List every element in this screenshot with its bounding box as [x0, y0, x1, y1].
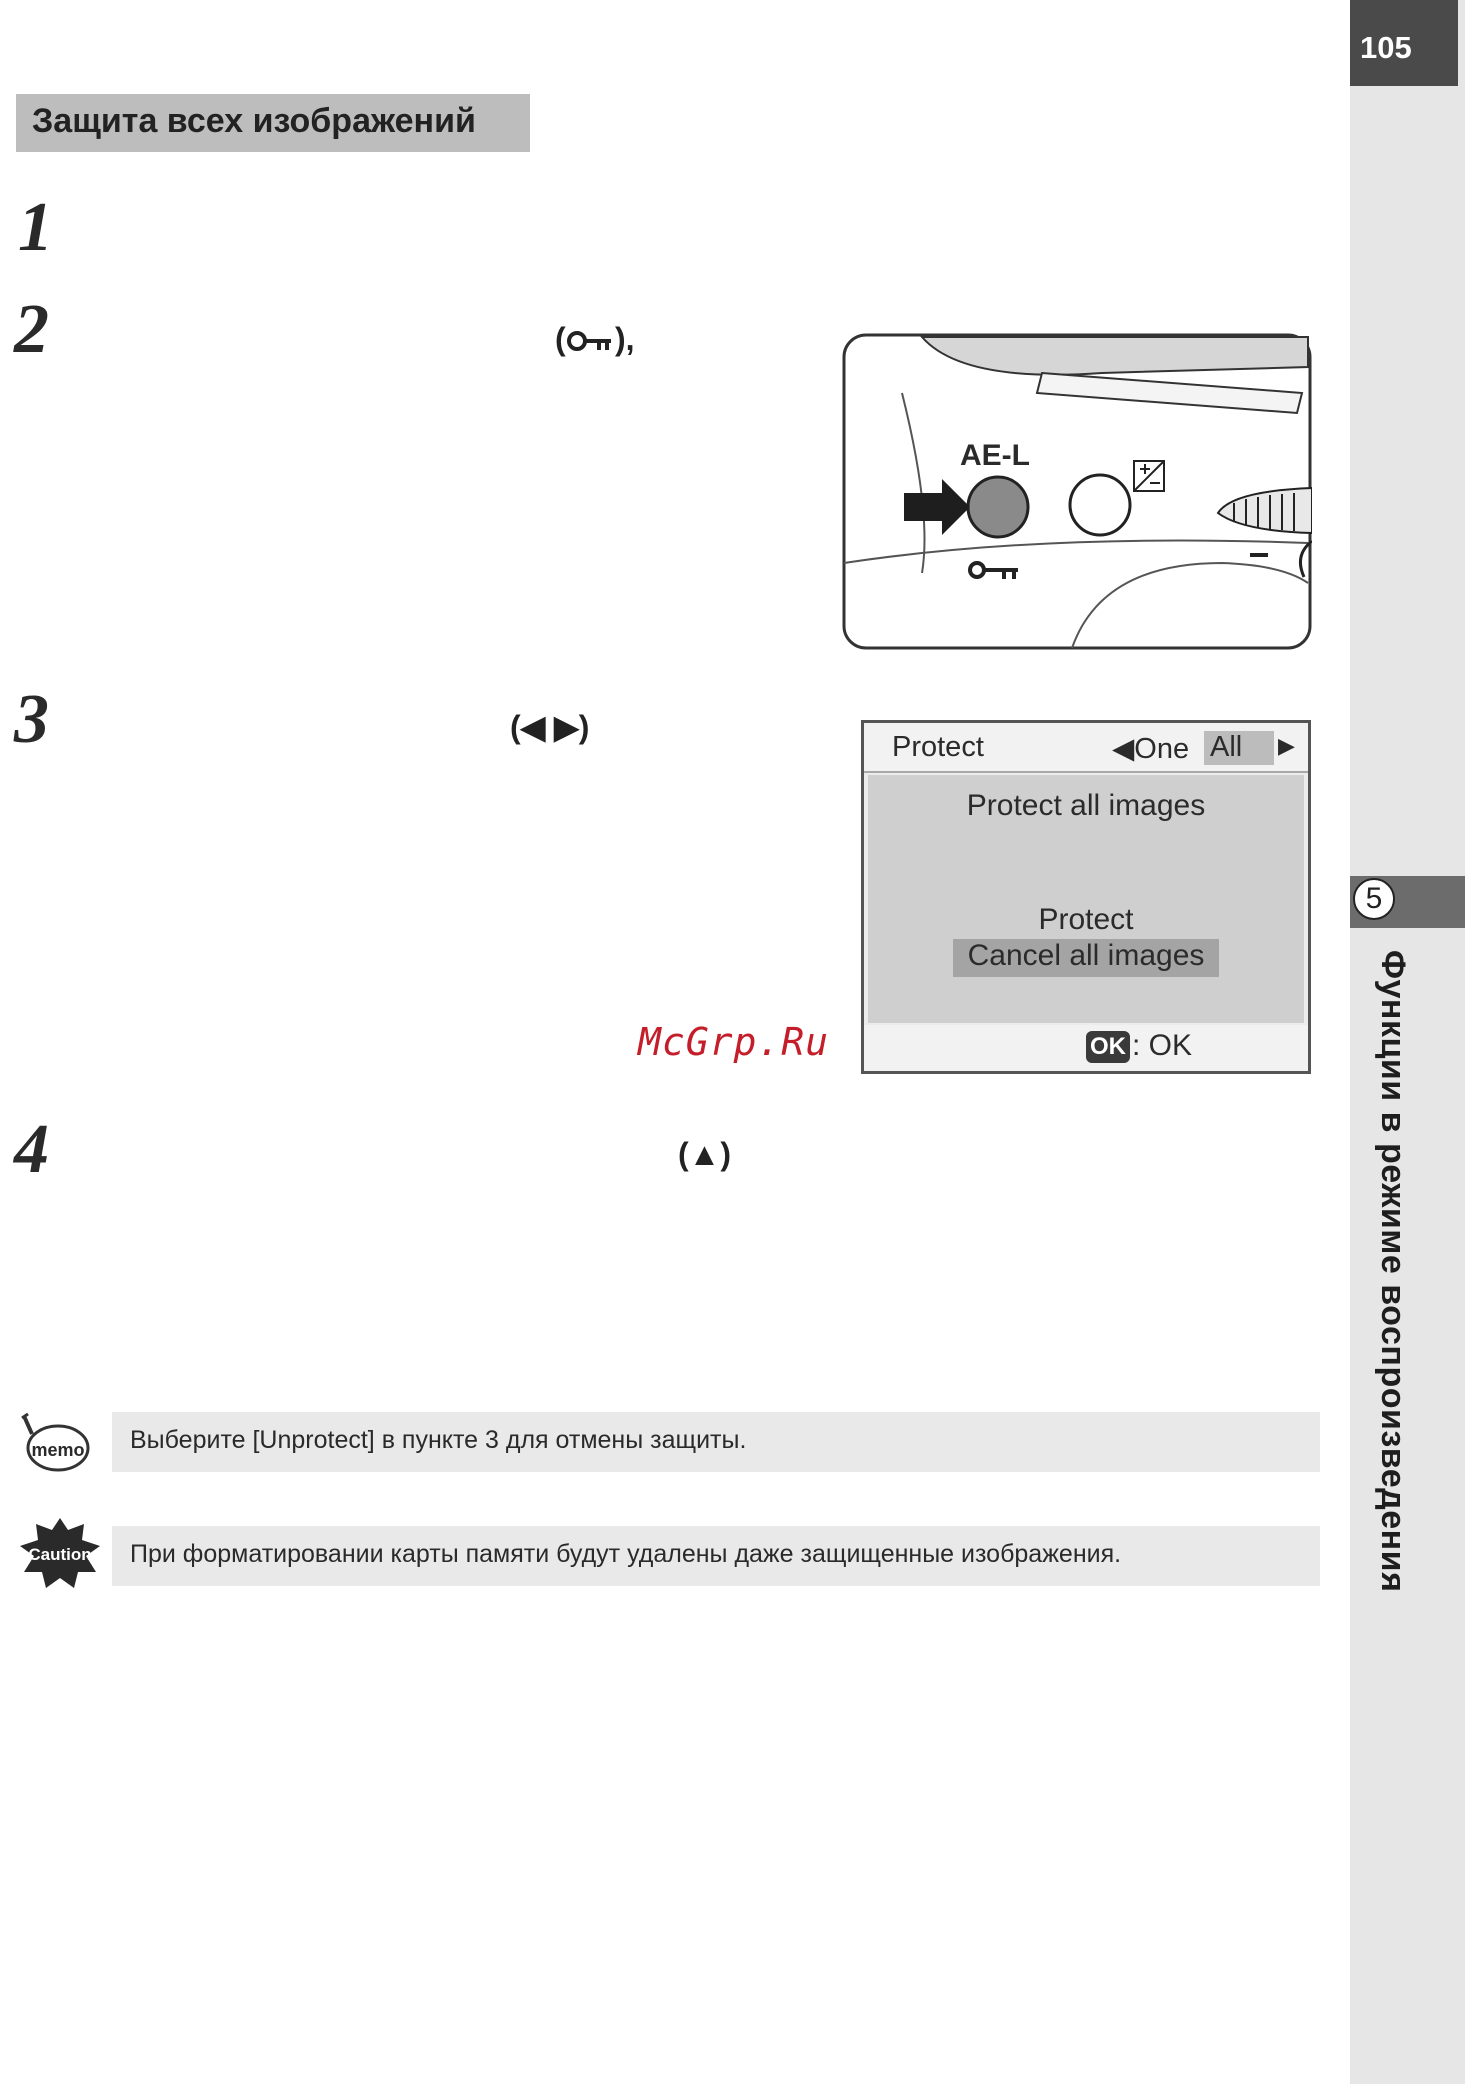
chapter-title: Функции в режиме воспроизведения: [1374, 950, 1412, 1593]
exposure-compensation-icon: [1134, 461, 1164, 491]
ae-l-label: AE-L: [960, 439, 1030, 472]
memo-icon: [18, 1412, 90, 1474]
key-symbol: [555, 322, 655, 366]
caution-text: При форматировании карты памяти будут удалены даже защищенные изображения.: [130, 1540, 1122, 1568]
key-icon: [555, 322, 655, 358]
arrow-right-icon: ▶: [1278, 733, 1295, 758]
step-number-4: 4: [14, 1111, 49, 1188]
memo-text: Выберите [Unprotect] в пункте 3 для отмены защиты.: [130, 1426, 747, 1454]
protect-message: Protect all images: [966, 789, 1206, 822]
option-protect[interactable]: Protect: [1038, 903, 1134, 936]
option-all[interactable]: All: [1210, 731, 1243, 763]
section-header: [16, 94, 530, 152]
protect-screen: [861, 720, 1311, 1074]
ae-l-button[interactable]: [968, 477, 1028, 537]
section-title: Защита всех изображений: [32, 102, 476, 140]
exposure-button[interactable]: [1070, 475, 1130, 535]
option-one[interactable]: ◀One: [1112, 733, 1190, 765]
four-way-left-right-symbol: (◀ ▶): [510, 709, 590, 745]
page-number: 105: [1360, 30, 1412, 65]
option-cancel-all[interactable]: Cancel all images: [967, 939, 1205, 972]
step-number-2: 2: [14, 291, 49, 368]
svg-text:(: (: [555, 322, 566, 357]
protect-menu-title: Protect: [892, 731, 984, 763]
step-number-3: 3: [14, 681, 49, 758]
chapter-number: 5: [1353, 878, 1395, 920]
watermark: McGrp.Ru: [638, 1020, 830, 1064]
camera-illustration: [842, 333, 1312, 650]
caution-label: Caution: [28, 1545, 92, 1564]
caution-icon: [18, 1516, 102, 1590]
step-number-1: 1: [18, 189, 53, 266]
memo-label: memo: [31, 1440, 85, 1460]
ok-label: : OK: [1132, 1029, 1193, 1062]
svg-text:),: ),: [615, 322, 635, 357]
ok-button-icon: OK: [1086, 1031, 1130, 1063]
four-way-up-symbol: (▲): [678, 1136, 731, 1172]
